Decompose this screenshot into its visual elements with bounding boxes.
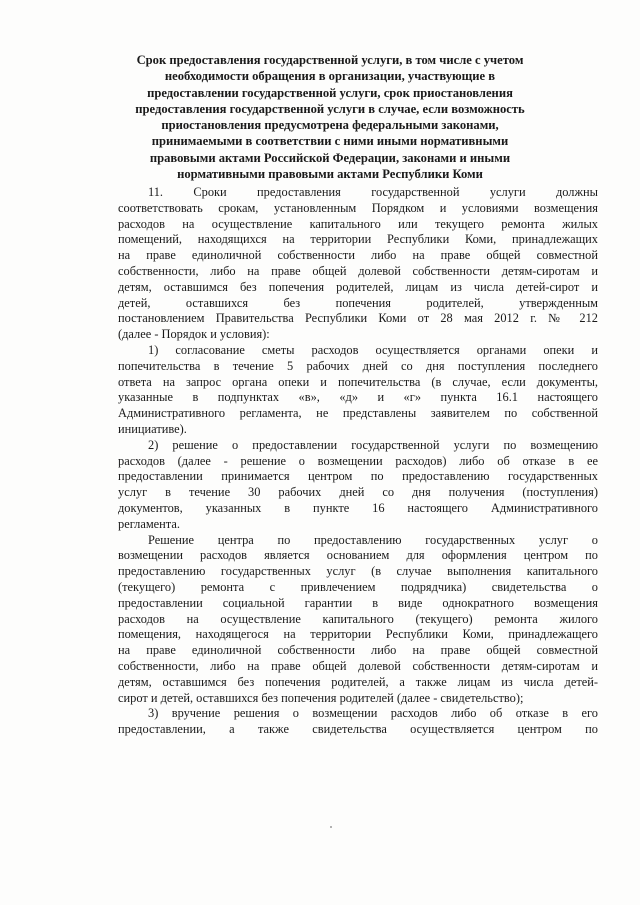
text-line: детям, оставшимся без попечения родителей, лицам из числа детей-сирот и bbox=[118, 279, 598, 294]
text-line: помещений, находящихся на территории Республики Коми, принадлежащих bbox=[118, 232, 598, 247]
paragraph-item-1 bbox=[118, 343, 598, 438]
document-body bbox=[118, 185, 598, 738]
heading-line: Срок предоставления государственной услуги, в том числе с учетом bbox=[136, 53, 524, 67]
text-line: (текущего) ремонта с привлечением подрядчика) свидетельства о bbox=[118, 579, 598, 594]
text-line: регламента. bbox=[118, 516, 180, 531]
text-line: попечительства в течение 5 рабочих дней со дня поступления последнего bbox=[118, 358, 598, 373]
text-line: расходов на осуществление капитального (текущего) ремонта жилого bbox=[118, 611, 598, 626]
text-line: расходов (далее - решение о возмещении расходов) либо об отказе в ее bbox=[118, 453, 598, 468]
text-line: на праве единоличной собственности либо на праве общей совместной bbox=[118, 643, 598, 658]
text-line: предоставлении, а также свидетельства осуществляется центром по bbox=[118, 722, 598, 737]
text-line: предоставлении социальной гарантии в виде однократного возмещения bbox=[118, 595, 598, 610]
text-line: детей, оставшихся без попечения родителей, утвержденным bbox=[118, 295, 598, 310]
heading-line: необходимости обращения в организации, участвующие в bbox=[164, 69, 496, 84]
text-line: ответа на запрос органа опеки и попечительства (в случае, если документы, bbox=[118, 374, 598, 389]
text-line: возмещении расходов является основанием для оформления центром по bbox=[118, 548, 598, 563]
text-line: услуг в течение 30 рабочих дней со дня получения (поступления) bbox=[118, 485, 598, 500]
text-line: 2) решение о предоставлении государственной услуги по возмещению bbox=[148, 437, 598, 452]
text-line: на праве единоличной собственности либо на праве общей совместной bbox=[118, 248, 598, 263]
text-line: документов, указанных в пункте 16 настоящего Административного bbox=[118, 500, 598, 515]
text-line: помещения, находящегося на территории Республики Коми, принадлежащего bbox=[118, 627, 598, 642]
text-line: 3) вручение решения о возмещении расходов либо об отказе в его bbox=[148, 706, 598, 721]
heading-line: принимаемыми в соответствии с ними иными нормативными bbox=[151, 134, 509, 149]
text-line: инициативе). bbox=[118, 421, 187, 436]
text-line: Решение центра по предоставлению государственных услуг о bbox=[148, 532, 598, 547]
text-line: 11. Сроки предоставления государственной услуги должны bbox=[148, 185, 598, 199]
text-line: собственности, либо на праве общей долевой собственности детям-сиротам и bbox=[118, 658, 598, 673]
text-line: предоставлении принимается центром по предоставлению государственных bbox=[118, 469, 598, 484]
text-line: постановлением Правительства Республики Коми от 28 мая 2012 г. № 212 bbox=[118, 311, 598, 326]
text-line: (далее - Порядок и условия): bbox=[118, 327, 270, 342]
text-line: 1) согласование сметы расходов осуществляется органами опеки и bbox=[148, 342, 598, 357]
scan-speck bbox=[330, 826, 332, 828]
text-line: собственности, либо на праве общей долевой собственности детям-сиротам и bbox=[118, 263, 598, 278]
paragraph-clause-11 bbox=[118, 185, 598, 343]
text-line: расходов на осуществление капитального или текущего ремонта жилых bbox=[118, 216, 598, 231]
heading-line: предоставления государственной услуги в случае, если возможность bbox=[135, 101, 525, 116]
text-line: указанные в подпунктах «в», «д» и «г» пункта 16.1 настоящего bbox=[118, 390, 598, 405]
text-line: Административного регламента, не представлены заявителем по собственной bbox=[118, 406, 598, 421]
text-line: соответствовать срокам, установленным Порядком и условиями возмещения bbox=[118, 200, 598, 215]
heading-line: правовыми актами Российской Федерации, законами и иными bbox=[149, 150, 511, 165]
section-heading bbox=[100, 52, 560, 182]
heading-line: нормативными правовыми актами Республики Коми bbox=[177, 167, 483, 182]
heading-line: предоставлении государственной услуги, срок приостановления bbox=[147, 85, 513, 100]
heading-line: приостановления предусмотрена федеральными законами, bbox=[161, 118, 499, 133]
paragraph-item-2 bbox=[118, 438, 598, 533]
paragraph-item-3 bbox=[118, 706, 598, 738]
text-line: детям, оставшимся без попечения родителей, а также лицам из числа детей- bbox=[118, 674, 598, 689]
paragraph-decision bbox=[118, 533, 598, 707]
text-line: сирот и детей, оставшихся без попечения родителей (далее - свидетельство); bbox=[118, 690, 524, 705]
text-line: предоставлению государственных услуг (в случае выполнения капитального bbox=[118, 564, 598, 579]
